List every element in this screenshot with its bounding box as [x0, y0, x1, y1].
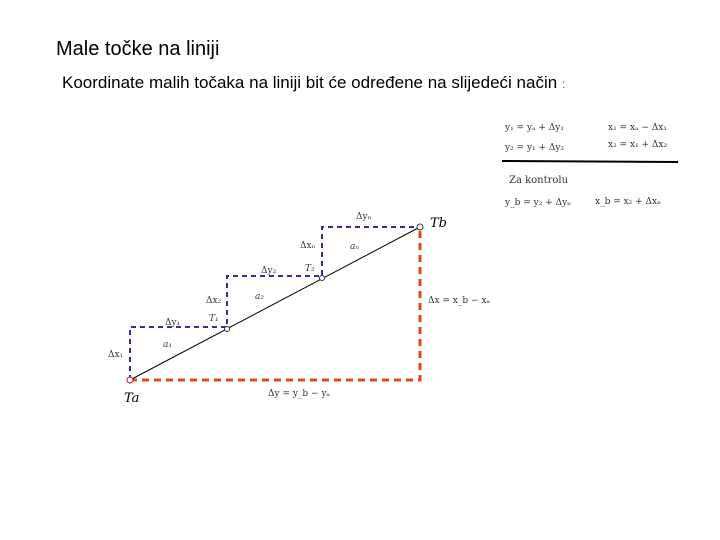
label-a2: a₂	[255, 292, 264, 302]
formula-divider	[502, 161, 678, 162]
point-a-marker	[127, 377, 133, 383]
formula-yb: y_b = y₂ + Δyₙ	[505, 198, 572, 208]
formula-block	[502, 123, 678, 208]
label-point-b: Tb	[430, 216, 447, 231]
label-dxn: Δxₙ	[300, 241, 316, 251]
label-point-2: T₂	[305, 264, 315, 274]
point-b-marker	[417, 224, 423, 230]
label-a1: a₁	[163, 340, 172, 350]
label-dy-total: Δy = y_b − yₐ	[268, 389, 331, 399]
label-dy2: Δy₂	[261, 266, 277, 276]
main-line	[130, 227, 420, 380]
label-dyn: Δyₙ	[356, 212, 372, 222]
formula-x2: x₂ = x₁ + Δx₂	[608, 140, 668, 150]
label-an: aₙ	[350, 242, 360, 252]
label-point-1: T₁	[209, 314, 219, 324]
label-dx1: Δx₁	[108, 350, 124, 360]
slide-title: Male točke na liniji	[56, 38, 220, 60]
label-dx2: Δx₂	[206, 296, 222, 306]
label-dx-total: Δx = x_b − xₐ	[428, 296, 490, 306]
control-label: Za kontrolu	[509, 175, 569, 186]
label-dy1: Δy₁	[165, 318, 181, 328]
point-2-marker	[320, 276, 325, 281]
formula-xb: x_b = x₂ + Δxₙ	[595, 197, 662, 207]
formula-y2: y₂ = y₁ + Δy₂	[505, 143, 565, 153]
label-point-a: Ta	[124, 391, 140, 406]
subtitle-text: Koordinate malih točaka na liniji bit će određene na slijedeći način	[62, 73, 558, 92]
subtitle-colon: :	[561, 77, 566, 91]
point-1-marker	[225, 327, 230, 332]
formula-y1: y₁ = yₐ + Δy₁	[505, 123, 564, 133]
formula-x1: x₁ = xₐ − Δx₁	[608, 123, 667, 133]
